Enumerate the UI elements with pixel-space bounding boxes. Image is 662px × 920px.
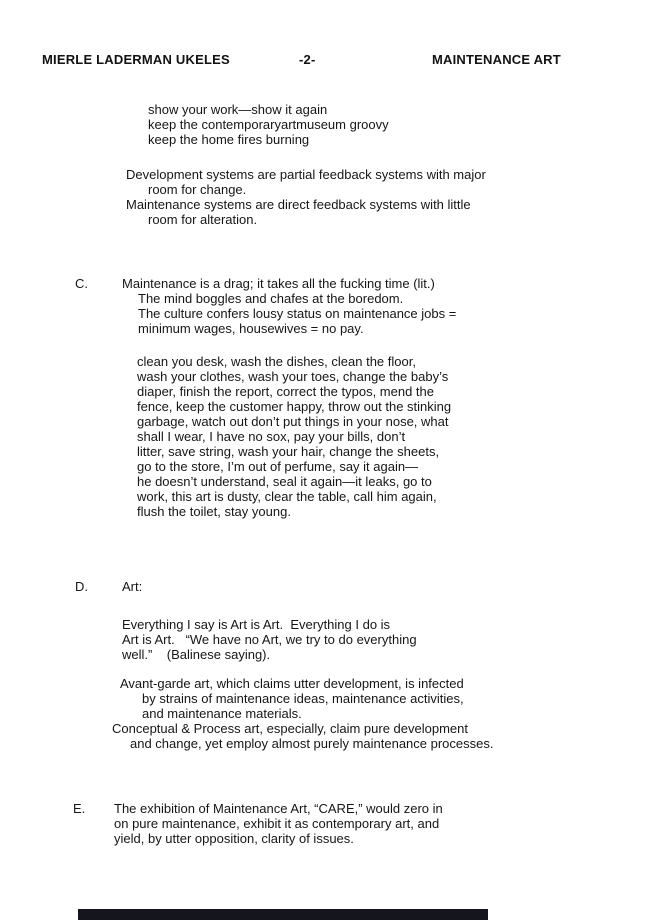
text-line: The exhibition of Maintenance Art, “CARE,” would zero in	[114, 801, 443, 816]
text-line: well.” (Balinese saying).	[122, 647, 271, 662]
header-page-number: -2-	[299, 52, 316, 67]
text-line: room for change.	[148, 182, 247, 197]
text-line: he doesn’t understand, seal it again—it leaks, go to	[137, 474, 432, 489]
text-line: Maintenance is a drag; it takes all the fucking time (lit.)	[122, 276, 435, 291]
text-line: and change, yet employ almost purely maintenance processes.	[130, 736, 494, 751]
text-line: work, this art is dusty, clear the table, call him again,	[137, 489, 437, 504]
text-line: shall I wear, I have no sox, pay your bills, don’t	[137, 429, 406, 444]
text-line: flush the toilet, stay young.	[137, 504, 291, 519]
scan-artifact-bar	[78, 909, 488, 920]
section-letter: D.	[75, 579, 88, 594]
section-heading: Art:	[122, 579, 143, 594]
text-line: Avant-garde art, which claims utter development, is infected	[120, 676, 464, 691]
text-line: Art is Art. “We have no Art, we try to do everything	[122, 632, 417, 647]
text-line: yield, by utter opposition, clarity of issues.	[114, 831, 354, 846]
text-line: keep the contemporaryartmuseum groovy	[148, 117, 389, 132]
text-line: Maintenance systems are direct feedback systems with little	[126, 197, 471, 212]
header-author: MIERLE LADERMAN UKELES	[42, 52, 230, 67]
text-line: clean you desk, wash the dishes, clean the floor,	[137, 354, 416, 369]
text-line: on pure maintenance, exhibit it as contemporary art, and	[114, 816, 440, 831]
text-line: wash your clothes, wash your toes, change the baby’s	[137, 369, 449, 384]
text-line: minimum wages, housewives = no pay.	[138, 321, 364, 336]
text-line: show your work—show it again	[148, 102, 328, 117]
text-line: diaper, finish the report, correct the typos, mend the	[137, 384, 434, 399]
text-line: fence, keep the customer happy, throw out the stinking	[137, 399, 452, 414]
section-letter: E.	[73, 801, 86, 816]
header-title: MAINTENANCE ART	[432, 52, 561, 67]
text-line: The culture confers lousy status on maintenance jobs =	[138, 306, 457, 321]
text-line: go to the store, I’m out of perfume, say it again—	[137, 459, 419, 474]
text-line: and maintenance materials.	[142, 706, 302, 721]
text-line: Development systems are partial feedback systems with major	[126, 167, 486, 182]
text-line: The mind boggles and chafes at the boredom.	[138, 291, 404, 306]
section-letter: C.	[75, 276, 88, 291]
text-line: by strains of maintenance ideas, maintenance activities,	[142, 691, 464, 706]
text-line: Everything I say is Art is Art. Everything I do is	[122, 617, 391, 632]
text-line: Conceptual & Process art, especially, claim pure development	[112, 721, 468, 736]
text-line: keep the home fires burning	[148, 132, 310, 147]
text-line: litter, save string, wash your hair, change the sheets,	[137, 444, 440, 459]
text-line: garbage, watch out don’t put things in your nose, what	[137, 414, 449, 429]
text-line: room for alteration.	[148, 212, 258, 227]
